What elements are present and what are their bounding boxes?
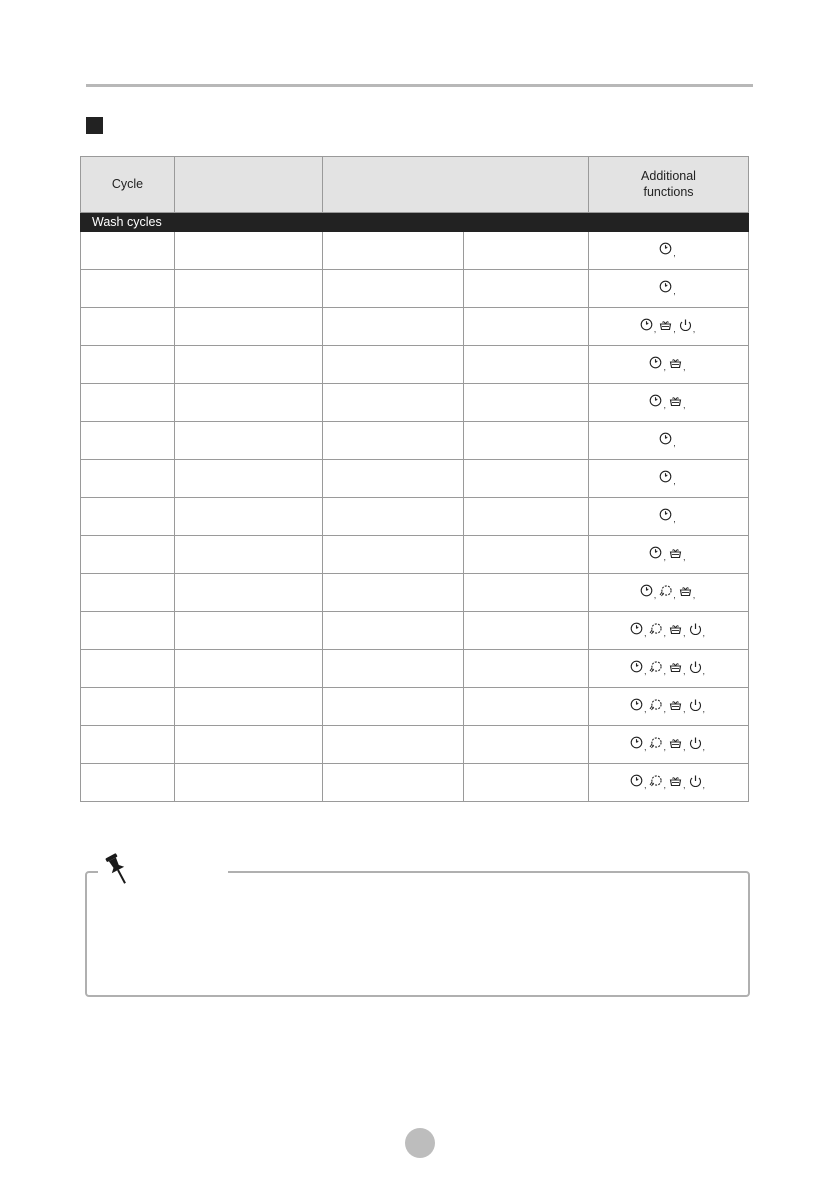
rinse-icon — [649, 736, 662, 749]
table-cell — [464, 498, 589, 536]
timer-icon — [659, 280, 672, 293]
table-cell — [81, 232, 175, 270]
table-cell — [464, 726, 589, 764]
table-cell — [464, 764, 589, 802]
spin-icon — [689, 660, 702, 673]
separator: , — [663, 551, 666, 562]
table-cell — [81, 384, 175, 422]
table-cell — [323, 726, 464, 764]
table-cell — [175, 612, 323, 650]
table-row — [81, 726, 749, 764]
table-cell — [175, 422, 323, 460]
additional-functions-cell — [589, 270, 749, 308]
function-icon-group — [630, 622, 707, 638]
table-cell — [81, 726, 175, 764]
table-cell — [464, 688, 589, 726]
timer-icon — [630, 774, 643, 787]
separator: , — [673, 513, 676, 524]
separator: , — [692, 323, 696, 334]
additional-functions-cell — [589, 460, 749, 498]
separator: , — [683, 665, 686, 676]
table-cell — [464, 308, 589, 346]
separator: , — [663, 741, 666, 752]
table-cell — [175, 346, 323, 384]
spin-icon — [689, 736, 702, 749]
soak-icon — [669, 736, 682, 749]
table-cell — [81, 346, 175, 384]
function-icon-group — [630, 774, 707, 790]
separator: , — [643, 665, 647, 676]
table-cell — [323, 460, 464, 498]
separator: , — [643, 627, 647, 638]
soak-icon — [669, 546, 682, 559]
page-number-badge — [405, 1128, 435, 1158]
function-icon-group — [659, 470, 678, 486]
table-cell — [175, 270, 323, 308]
separator: , — [673, 285, 676, 296]
table-cell — [81, 308, 175, 346]
spin-icon — [689, 698, 702, 711]
header-additional-line2: functions — [643, 184, 694, 199]
table-row — [81, 612, 749, 650]
soak-icon — [669, 698, 682, 711]
separator: , — [643, 703, 647, 714]
soak-icon — [659, 318, 672, 331]
separator: , — [702, 627, 706, 638]
table-cell — [323, 270, 464, 308]
additional-functions-cell — [589, 612, 749, 650]
table-cell — [81, 498, 175, 536]
table-cell — [323, 498, 464, 536]
timer-icon — [659, 470, 672, 483]
separator: , — [653, 323, 657, 334]
function-icon-group — [630, 698, 707, 714]
rinse-icon — [649, 660, 662, 673]
function-icon-group — [659, 432, 678, 448]
separator: , — [643, 779, 647, 790]
timer-icon — [630, 660, 643, 673]
function-icon-group — [649, 546, 687, 562]
separator: , — [653, 589, 657, 600]
section-marker-square — [86, 117, 103, 134]
separator: , — [683, 399, 686, 410]
timer-icon — [630, 698, 643, 711]
wash-cycle-table — [80, 156, 749, 802]
header-col2 — [175, 157, 323, 213]
function-icon-group — [659, 280, 678, 296]
header-col3 — [323, 157, 589, 213]
rinse-icon — [659, 584, 672, 597]
table-cell — [323, 612, 464, 650]
timer-icon — [659, 508, 672, 521]
timer-icon — [649, 546, 662, 559]
function-icon-group — [659, 508, 678, 524]
table-cell — [464, 460, 589, 498]
table-cell — [81, 612, 175, 650]
table-row — [81, 422, 749, 460]
table-cell — [81, 764, 175, 802]
additional-functions-cell — [589, 764, 749, 802]
table-cell — [323, 384, 464, 422]
soak-icon — [669, 356, 682, 369]
table-cell — [81, 270, 175, 308]
spin-icon — [689, 774, 702, 787]
separator: , — [673, 589, 676, 600]
pushpin-icon — [103, 852, 133, 888]
table-cell — [175, 384, 323, 422]
table-cell — [323, 536, 464, 574]
table-cell — [175, 650, 323, 688]
separator: , — [673, 323, 676, 334]
section-row-wash-cycles — [81, 213, 749, 232]
table-cell — [175, 308, 323, 346]
separator: , — [663, 665, 666, 676]
soak-icon — [669, 774, 682, 787]
separator: , — [643, 741, 647, 752]
table-cell — [464, 422, 589, 460]
table-cell — [81, 688, 175, 726]
separator: , — [702, 665, 706, 676]
table-cell — [323, 764, 464, 802]
separator: , — [663, 399, 666, 410]
function-icon-group — [649, 394, 687, 410]
table-cell — [323, 650, 464, 688]
table-row — [81, 384, 749, 422]
table-cell — [323, 688, 464, 726]
soak-icon — [669, 660, 682, 673]
function-icon-group — [640, 584, 698, 600]
additional-functions-cell — [589, 422, 749, 460]
table-cell — [464, 270, 589, 308]
separator: , — [702, 703, 706, 714]
table-header-row — [81, 157, 749, 213]
function-icon-group — [630, 736, 707, 752]
function-icon-group — [630, 660, 707, 676]
additional-functions-cell — [589, 726, 749, 764]
separator: , — [673, 247, 676, 258]
table-row — [81, 498, 749, 536]
timer-icon — [649, 356, 662, 369]
table-row — [81, 688, 749, 726]
soak-icon — [669, 622, 682, 635]
table-cell — [175, 688, 323, 726]
additional-functions-cell — [589, 384, 749, 422]
separator: , — [683, 627, 686, 638]
table-row — [81, 650, 749, 688]
soak-icon — [669, 394, 682, 407]
separator: , — [663, 361, 666, 372]
separator: , — [683, 741, 686, 752]
separator: , — [702, 779, 706, 790]
additional-functions-cell — [589, 688, 749, 726]
table-row — [81, 232, 749, 270]
table-cell — [464, 574, 589, 612]
table-row — [81, 460, 749, 498]
function-icon-group — [640, 318, 698, 334]
header-additional-line1: Additional — [641, 168, 696, 183]
additional-functions-cell — [589, 308, 749, 346]
separator: , — [683, 703, 686, 714]
additional-functions-cell — [589, 574, 749, 612]
table-cell — [175, 764, 323, 802]
table-cell — [175, 536, 323, 574]
table-cell — [464, 536, 589, 574]
table-cell — [323, 308, 464, 346]
table-cell — [323, 232, 464, 270]
additional-functions-cell — [589, 536, 749, 574]
header-additional-functions — [589, 157, 749, 213]
table-cell — [464, 650, 589, 688]
table-cell — [175, 460, 323, 498]
additional-functions-cell — [589, 232, 749, 270]
table-row — [81, 536, 749, 574]
separator: , — [673, 475, 676, 486]
timer-icon — [659, 432, 672, 445]
table-cell — [175, 498, 323, 536]
rinse-icon — [649, 698, 662, 711]
separator: , — [692, 589, 696, 600]
rinse-icon — [649, 622, 662, 635]
table-cell — [175, 232, 323, 270]
table-row — [81, 346, 749, 384]
table-cell — [464, 346, 589, 384]
table-row — [81, 308, 749, 346]
separator: , — [683, 551, 686, 562]
function-icon-group — [649, 356, 687, 372]
spin-icon — [689, 622, 702, 635]
additional-functions-cell — [589, 498, 749, 536]
timer-icon — [630, 622, 643, 635]
separator: , — [663, 627, 666, 638]
separator: , — [673, 437, 676, 448]
separator: , — [683, 779, 686, 790]
table-cell — [323, 422, 464, 460]
table-cell — [81, 422, 175, 460]
table-cell — [81, 460, 175, 498]
header-cycle: Cycle — [81, 157, 175, 213]
table-row — [81, 574, 749, 612]
table-cell — [464, 232, 589, 270]
table-row — [81, 270, 749, 308]
table-cell — [323, 574, 464, 612]
separator: , — [663, 703, 666, 714]
table-row — [81, 764, 749, 802]
timer-icon — [630, 736, 643, 749]
additional-functions-cell — [589, 346, 749, 384]
timer-icon — [649, 394, 662, 407]
table-cell — [81, 650, 175, 688]
table-cell — [81, 574, 175, 612]
function-icon-group — [659, 242, 678, 258]
table-cell — [323, 346, 464, 384]
separator: , — [702, 741, 706, 752]
table-cell — [464, 384, 589, 422]
timer-icon — [640, 318, 653, 331]
table-cell — [81, 536, 175, 574]
timer-icon — [640, 584, 653, 597]
rinse-icon — [649, 774, 662, 787]
section-label: Wash cycles — [81, 213, 749, 232]
spin-icon — [679, 318, 692, 331]
top-rule — [86, 84, 753, 87]
table-cell — [175, 574, 323, 612]
table-cell — [175, 726, 323, 764]
soak-icon — [679, 584, 692, 597]
table-cell — [464, 612, 589, 650]
separator: , — [683, 361, 686, 372]
additional-functions-cell — [589, 650, 749, 688]
timer-icon — [659, 242, 672, 255]
separator: , — [663, 779, 666, 790]
note-box — [85, 871, 750, 997]
